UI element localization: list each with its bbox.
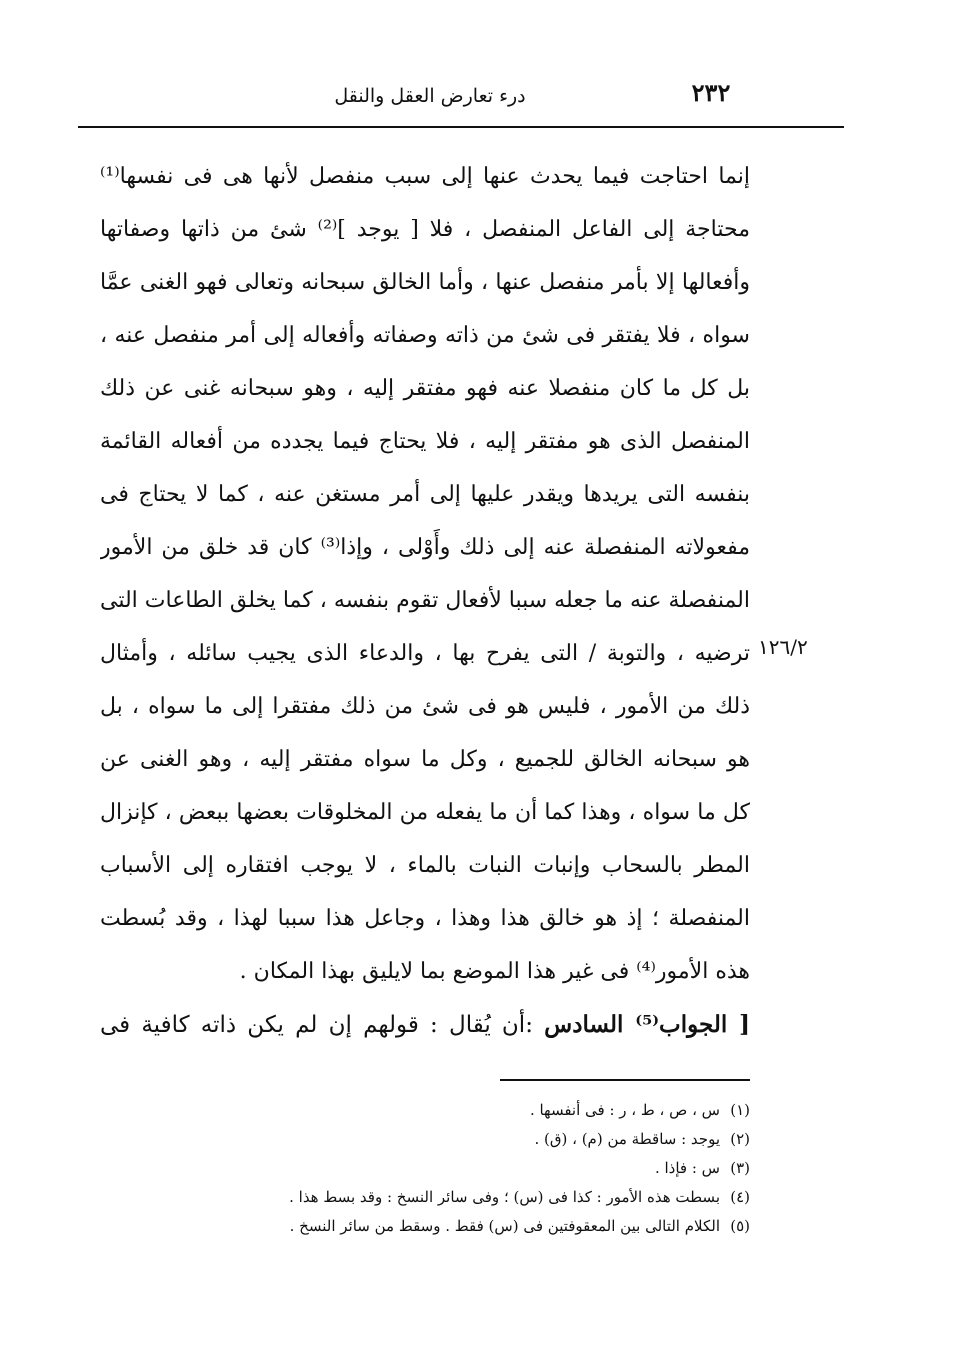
text-line: المنفصلة عنه ما جعله سببا لأفعال تقوم بنفسه ، كما يخلق الطاعات التى: [100, 588, 750, 613]
footnote-text: س ، ص ، ط ، ر : فى أنفسها .: [529, 1101, 720, 1119]
text-line: محتاجة إلى الفاعل المنفصل ، فلا [ يوجد ]⁽²⁾ شئ من ذاتها وصفاتها: [100, 217, 750, 242]
margin-reference: ١٢٦/٢: [758, 635, 808, 659]
footnote: [150, 1183, 750, 1212]
footnote: [150, 1154, 750, 1183]
text-line: كل ما سواه ، وهذا كما أن ما يفعله من المخلوقات بعضها ببعض ، كإنزال: [100, 800, 750, 825]
text-line: ذلك من الأمور ، فليس هو فى شئ من ذلك مفتقرا إلى ما سواه ، بل: [100, 694, 750, 719]
header-rule: [78, 126, 844, 128]
footnote-number: (٢): [730, 1130, 750, 1148]
footnote-text: س : فإذا .: [654, 1159, 720, 1177]
footnote-rule: [500, 1079, 750, 1081]
running-title: درء تعارض العقل والنقل: [334, 85, 526, 107]
footnote: [150, 1212, 750, 1241]
text-line: المنفصل الذى هو مفتقر إليه ، فلا يحتاج فيما يجدده من أفعاله القائمة: [100, 429, 750, 454]
footnote-text: يوجد : ساقطة من (م) ، (ق) .: [534, 1130, 720, 1148]
footnotes: [150, 1096, 750, 1241]
text-line: ترضيه ، والتوبة / التى يفرح بها ، والدعاء الذى يجيب سائله ، وأمثال: [100, 641, 750, 666]
text-line: إنما احتاجت فيما يحدث عنها إلى سبب منفصل لأنها هى فى نفسها⁽¹⁾: [100, 164, 750, 189]
answer-heading-line: [100, 1000, 750, 1050]
answer-label: [ الجواب⁽⁵⁾ السادس: [544, 1011, 750, 1038]
footnote: [150, 1125, 750, 1154]
page-number: ٢٣٢: [691, 78, 731, 107]
text-line: المطر بالسحاب وإنبات النبات بالماء ، لا يوجب افتقاره إلى الأسباب: [100, 853, 750, 878]
text-line: هو سبحانه الخالق للجميع ، وكل ما سواه مفتقر إليه ، وهو الغنى عن: [100, 747, 750, 772]
footnote-number: (٣): [730, 1159, 750, 1177]
footnote-number: (٤): [730, 1188, 750, 1206]
text-line: المنفصلة ؛ إذ هو خالق هذا وهذا ، وجاعل هذا سببا لهذا ، وقد بُسطت: [100, 906, 750, 931]
footnote-text: الكلام التالى بين المعقوفتين فى (س) فقط . وسقط من سائر النسخ .: [289, 1217, 720, 1235]
text-line: سواه ، فلا يفتقر فى شئ من ذاته وصفاته وأفعاله إلى أمر منفصل عنه ،: [100, 323, 750, 348]
footnote: [150, 1096, 750, 1125]
text-line: بل كل ما كان منفصلا عنه فهو مفتقر إليه ، وهو سبحانه غنى عن ذلك: [100, 376, 750, 401]
footnote-number: (١): [730, 1101, 750, 1119]
text-line: مفعولاته المنفصلة عنه إلى ذلك وأَوْلى ، وإذا⁽³⁾ كان قد خلق من الأمور: [100, 535, 750, 560]
text-line: وأفعالها إلا بأمر منفصل عنها ، وأما الخالق سبحانه وتعالى فهو الغنى عمَّا: [100, 270, 750, 295]
text-line: بنفسه التى يريدها ويقدر عليها إلى أمر مستغن عنه ، كما لا يحتاج فى: [100, 482, 750, 507]
text-line: هذه الأمور⁽⁴⁾ فى غير هذا الموضع بما لايليق بهذا المكان .: [239, 959, 750, 984]
footnote-text: بسطت هذه الأمور : كذا فى (س) ؛ وفى سائر النسخ : وقد بسط هذا .: [289, 1188, 720, 1206]
footnote-number: (٥): [730, 1217, 750, 1235]
answer-text: :أن يُقال : قولهم إن لم يكن ذاته كافية فى: [100, 1012, 545, 1038]
main-text: [100, 150, 750, 998]
